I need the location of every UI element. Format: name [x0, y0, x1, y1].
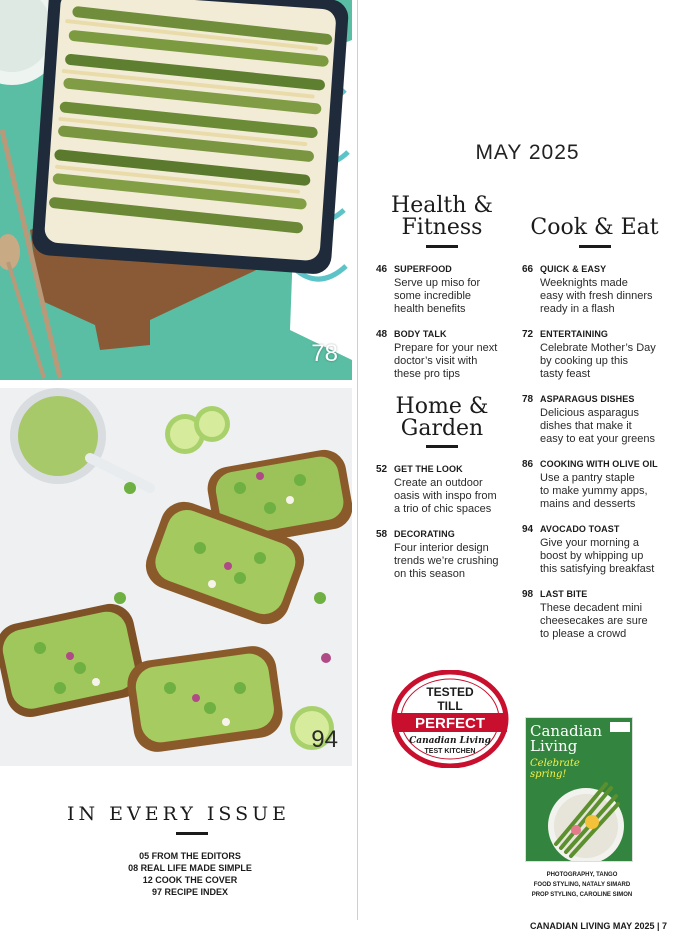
list-item[interactable]: 08 REAL LIFE MADE SIMPLE	[128, 863, 252, 873]
entry-category: BODY TALK	[394, 329, 447, 339]
section-rule	[176, 832, 208, 835]
in-every-issue-title: IN EVERY ISSUE	[66, 803, 291, 825]
entry-description: Serve up miso for some incredible health benefits	[394, 277, 481, 315]
in-every-issue-list	[0, 850, 380, 898]
badge-line2: TILL	[437, 699, 463, 713]
badge-line1: TESTED	[426, 685, 474, 699]
entry-page: 48	[376, 329, 388, 340]
section-rule	[426, 445, 458, 448]
avocado-toast-photo	[0, 388, 352, 766]
asparagus-illustration	[0, 0, 352, 380]
badge-brand: Canadian Living	[409, 736, 491, 746]
asparagus-photo	[0, 0, 352, 380]
entry-page: 58	[376, 529, 388, 540]
column-divider	[357, 0, 358, 920]
section-title-home-garden: Home & Garden	[395, 394, 489, 441]
section-title-cook-eat: Cook & Eat	[530, 215, 659, 240]
entry-category: SUPERFOOD	[394, 264, 452, 274]
badge-sub: TEST KITCHEN	[424, 748, 476, 755]
badge-line3: PERFECT	[414, 715, 486, 732]
list-item[interactable]: 97 RECIPE INDEX	[151, 887, 229, 897]
photo-page-number: 94	[311, 726, 338, 753]
entry-page: 66	[522, 264, 534, 275]
tested-till-perfect-badge	[391, 670, 509, 768]
entry-description: Create an outdoor oasis with inspo from a trio of chic spaces	[394, 477, 497, 515]
section-title-health-fitness: Health & Fitness	[391, 193, 493, 240]
issue-date: MAY 2025	[475, 141, 580, 164]
section-rule	[579, 245, 611, 248]
entry-description: Use a pantry staple to make yummy apps, mains and desserts	[540, 472, 648, 510]
page-folio: CANADIAN LIVING MAY 2025 | 7	[529, 921, 667, 931]
entry-description: Weeknights made easy with fresh dinners ready in a flash	[540, 277, 653, 315]
photo-page-number: 78	[311, 340, 338, 367]
cover-tagline: Celebrate spring!	[530, 758, 580, 780]
cover-title: Canadian Living	[530, 722, 603, 755]
entry-description: Give your morning a boost by whipping up this satisfying breakfast	[540, 537, 655, 575]
entry-page: 72	[522, 329, 534, 340]
entry-category: GET THE LOOK	[394, 464, 463, 474]
entry-description: Prepare for your next doctor’s visit with these pro tips	[394, 342, 498, 380]
entry-description: Four interior design trends we’re crushing on this season	[394, 542, 499, 580]
entry-category: ENTERTAINING	[540, 329, 609, 339]
entry-description: Celebrate Mother’s Day by cooking up this tasty feast	[540, 342, 656, 380]
list-item[interactable]: 05 FROM THE EDITORS	[139, 851, 241, 861]
entry-category: COOKING WITH OLIVE OIL	[540, 459, 658, 469]
magazine-cover	[525, 717, 633, 862]
entry-page: 46	[376, 264, 388, 275]
entry-page: 86	[522, 459, 534, 470]
list-item[interactable]: 12 COOK THE COVER	[142, 875, 238, 885]
entry-category: ASPARAGUS DISHES	[540, 394, 635, 404]
entry-category: LAST BITE	[540, 589, 588, 599]
entry-page: 98	[522, 589, 534, 600]
entry-category: DECORATING	[394, 529, 455, 539]
entry-category: AVOCADO TOAST	[540, 524, 620, 534]
entry-page: 94	[522, 524, 534, 535]
section-rule	[426, 245, 458, 248]
photo-credits: PHOTOGRAPHY, TANGO FOOD STYLING, NATALY SIMARD PROP STYLING, CAROLINE SIMON	[531, 872, 633, 898]
avocado-toast-illustration	[0, 388, 352, 766]
entry-description: These decadent mini cheesecakes are sure to please a crowd	[540, 602, 648, 640]
entry-page: 52	[376, 464, 388, 475]
entry-page: 78	[522, 394, 534, 405]
entry-description: Delicious asparagus dishes that make it easy to eat your greens	[540, 407, 655, 445]
entry-category: QUICK & EASY	[540, 264, 607, 274]
